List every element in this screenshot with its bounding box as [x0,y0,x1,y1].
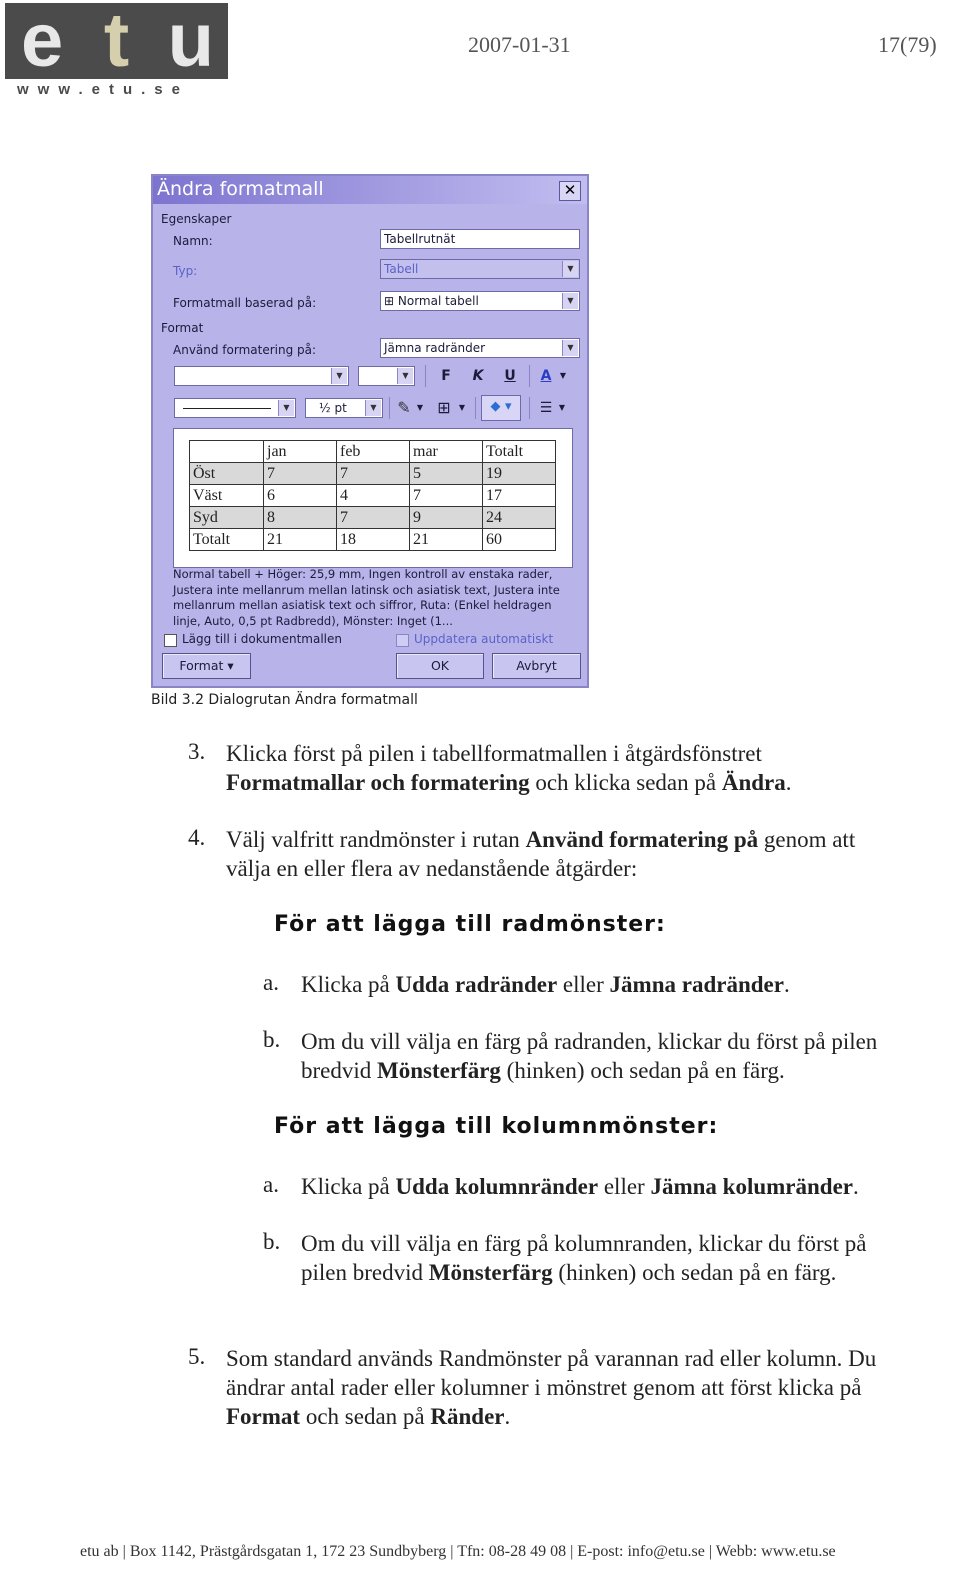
font-size-select[interactable] [358,366,415,386]
step-4-text: Välj valfritt randmönster i rutan [226,827,526,852]
logo-letters [5,0,228,83]
chevron-down-icon[interactable]: ▼ [458,403,466,412]
preview-table-cell: 7 [337,507,410,529]
substep-term: Udda kolumnränder [395,1174,599,1199]
header-page-number: 17(79) [878,32,937,57]
toolbar-separator [529,397,530,419]
name-input[interactable]: Tabellrutnät [380,229,580,249]
preview-table-cell: 18 [337,529,410,551]
based-on-value: ⊞ Normal tabell [384,294,479,308]
preview-table-cell: Totalt [190,529,264,551]
apply-formatting-value: Jämna radränder [384,341,486,355]
substep-letter: b. [263,1229,281,1254]
substep-term: Mönsterfärg [428,1260,553,1285]
preview-table-cell: 60 [483,529,556,551]
step-5-term: Format [226,1404,301,1429]
line-style-sample [183,408,271,409]
dialog-titlebar [153,176,587,204]
header-date: 2007-01-31 [468,32,571,57]
substep-term: Udda radränder [395,972,558,997]
toolbar-separator [425,365,426,387]
substep-letter: b. [263,1027,281,1052]
substep-text: eller [598,1174,651,1199]
ok-button[interactable]: OK [396,653,484,679]
substep-letter: a. [263,970,279,995]
line-style-select[interactable] [174,398,296,418]
font-select[interactable] [174,366,349,386]
chevron-down-icon[interactable]: ▼ [558,403,566,412]
table-preview [173,428,573,568]
columns-substep-a [301,1172,859,1201]
type-select [380,259,580,279]
toolbar-separator [389,397,390,419]
cancel-button[interactable]: Avbryt [492,653,581,679]
dialog-title: Ändra formatmall [157,178,324,200]
format-section-label: Format [161,321,204,335]
chevron-down-icon[interactable]: ▼ [562,293,578,309]
preview-table-cell: 7 [264,463,337,485]
preview-table-header-row [190,441,556,463]
step-number: 3. [188,739,206,764]
step-5-line-1: Som standard används Randmönster på varannan rad eller kolumn. Du [226,1346,877,1371]
step-3-term: Ändra [721,770,786,795]
shading-color-icon[interactable]: ◆ ▾ [481,395,521,421]
borders-icon[interactable]: ⊞ [437,398,451,417]
auto-update-label: Uppdatera automatiskt [414,632,554,646]
step-4-line-1 [226,825,855,854]
preview-table-cell: 9 [410,507,483,529]
rows-substep-a [301,970,790,999]
preview-table-cell: 7 [410,485,483,507]
substep-text: Klicka på [301,1174,396,1199]
preview-table-cell: Väst [190,485,264,507]
preview-table-cell: Öst [190,463,264,485]
chevron-down-icon[interactable]: ▼ [365,400,381,416]
step-5-line-2: ändrar antal rader eller kolumner i mönstret genom att först klicka på [226,1375,862,1400]
step-3-text: . [785,770,792,795]
auto-update-checkbox [396,634,409,647]
chevron-down-icon[interactable]: ▼ [278,400,294,416]
preview-table-cell: jan [264,441,337,463]
preview-table-cell: mar [410,441,483,463]
preview-table-cell: feb [337,441,410,463]
step-3-text: och klicka sedan på [529,770,722,795]
rows-substep-b-line-1: Om du vill välja en färg på radranden, klickar du först på pilen [301,1029,878,1054]
preview-table-cell: 21 [410,529,483,551]
name-label: Namn: [173,234,213,248]
preview-table-row [190,485,556,507]
substep-text: (hinken) och sedan på en färg. [500,1058,785,1083]
step-3-term: Formatmallar och formatering [226,770,530,795]
step-5-line-3 [226,1402,510,1431]
logo-letter-t: t [103,0,130,83]
etu-logo [5,0,228,99]
bold-button[interactable]: F [441,368,451,384]
columns-substep-b-line-1: Om du vill välja en färg på kolumnranden, klickar du först på [301,1231,867,1256]
substep-text: . [853,1174,859,1199]
logo-url: www.etu.se [17,81,189,98]
preview-table-cell: 7 [337,463,410,485]
step-number: 5. [188,1344,206,1369]
toolbar-separator [529,365,530,387]
step-5-text: . [504,1404,511,1429]
figure-caption: Bild 3.2 Dialogrutan Ändra formatmall [151,692,418,708]
logo-letter-e: e [21,0,64,83]
modify-style-dialog [151,174,589,688]
align-icon[interactable]: ☰ [539,400,553,416]
substep-text: (hinken) och sedan på en färg. [552,1260,837,1285]
type-label: Typ: [173,264,198,278]
chevron-down-icon[interactable]: ▼ [416,403,424,412]
preview-table-cell: 4 [337,485,410,507]
apply-formatting-label: Använd formatering på: [173,343,317,357]
based-on-select[interactable] [380,291,580,311]
substep-text: . [783,972,790,997]
page-footer: etu ab | Box 1142, Prästgårdsgatan 1, 172 23 Sundbyberg | Tfn: 08-28 49 08 | E-post: info@etu.se | Webb: www.etu.se [80,1543,836,1560]
chevron-down-icon[interactable]: ▼ [559,371,567,380]
toolbar-separator [475,397,476,419]
step-4-text: genom att [758,827,856,852]
chevron-down-icon[interactable]: ▼ [562,340,578,356]
line-weight-value: ½ pt [319,401,347,415]
add-to-template-checkbox[interactable] [164,634,177,647]
substep-term: Mönsterfärg [377,1058,501,1083]
step-5-text: och sedan på [300,1404,431,1429]
italic-button[interactable]: K [472,368,484,384]
add-to-template-label: Lägg till i dokumentmallen [182,632,342,646]
preview-table-row [190,507,556,529]
format-button[interactable]: Format ▾ [162,653,251,679]
chevron-down-icon: ▼ [562,261,578,277]
border-color-icon[interactable]: ✎ [397,398,411,417]
substep-text: eller [557,972,610,997]
font-color-button[interactable]: A [540,368,552,384]
style-description: Normal tabell + Höger: 25,9 mm, Ingen kontroll av enstaka rader, Justera inte mellanrum mellan latinsk och asiatisk text, Justera inte mellanrum mellan asiatisk text och siffror, Ruta: (Enkel heldragen linje, Auto, 0,5 pt Radbredd), Mönster: Inget (1... [173,567,560,628]
columns-substep-b-line-2 [301,1258,836,1287]
preview-table-cell: 6 [264,485,337,507]
preview-table-cell: Syd [190,507,264,529]
step-3-line-2 [226,768,791,797]
chevron-down-icon[interactable]: ▼ [397,368,413,384]
substep-text: bredvid [301,1058,378,1083]
line-weight-select[interactable] [305,398,383,418]
close-icon[interactable]: ✕ [559,181,581,201]
preview-table-cell [190,441,264,463]
preview-table-cell: Totalt [483,441,556,463]
rows-substep-b-line-2 [301,1056,785,1085]
preview-table-cell: 19 [483,463,556,485]
underline-button[interactable]: U [504,368,516,384]
chevron-down-icon[interactable]: ▼ [331,368,347,384]
based-on-label: Formatmall baserad på: [173,296,317,310]
logo-letter-u: u [167,0,215,83]
preview-table-cell: 8 [264,507,337,529]
preview-table-cell: 5 [410,463,483,485]
substep-term: Jämna kolumränder [650,1174,853,1199]
step-5-term: Ränder [430,1404,505,1429]
preview-table-cell: 24 [483,507,556,529]
step-4-term: Använd formatering på [525,827,759,852]
substep-term: Jämna radränder [609,972,784,997]
columns-heading: För att lägga till kolumnmönster: [274,1114,719,1139]
preview-table [189,440,556,551]
rows-heading: För att lägga till radmönster: [274,912,666,937]
substep-text: pilen bredvid [301,1260,429,1285]
step-3-line-1: Klicka först på pilen i tabellformatmallen i åtgärdsfönstret [226,741,762,766]
preview-table-cell: 21 [264,529,337,551]
preview-table-row [190,463,556,485]
properties-section-label: Egenskaper [161,212,232,226]
preview-table-row [190,529,556,551]
step-4-line-2: välja en eller flera av nedanstående åtgärder: [226,856,638,881]
preview-table-cell: 17 [483,485,556,507]
apply-formatting-select[interactable] [380,338,580,358]
step-number: 4. [188,825,206,850]
substep-letter: a. [263,1172,279,1197]
substep-text: Klicka på [301,972,396,997]
type-value: Tabell [384,262,419,276]
